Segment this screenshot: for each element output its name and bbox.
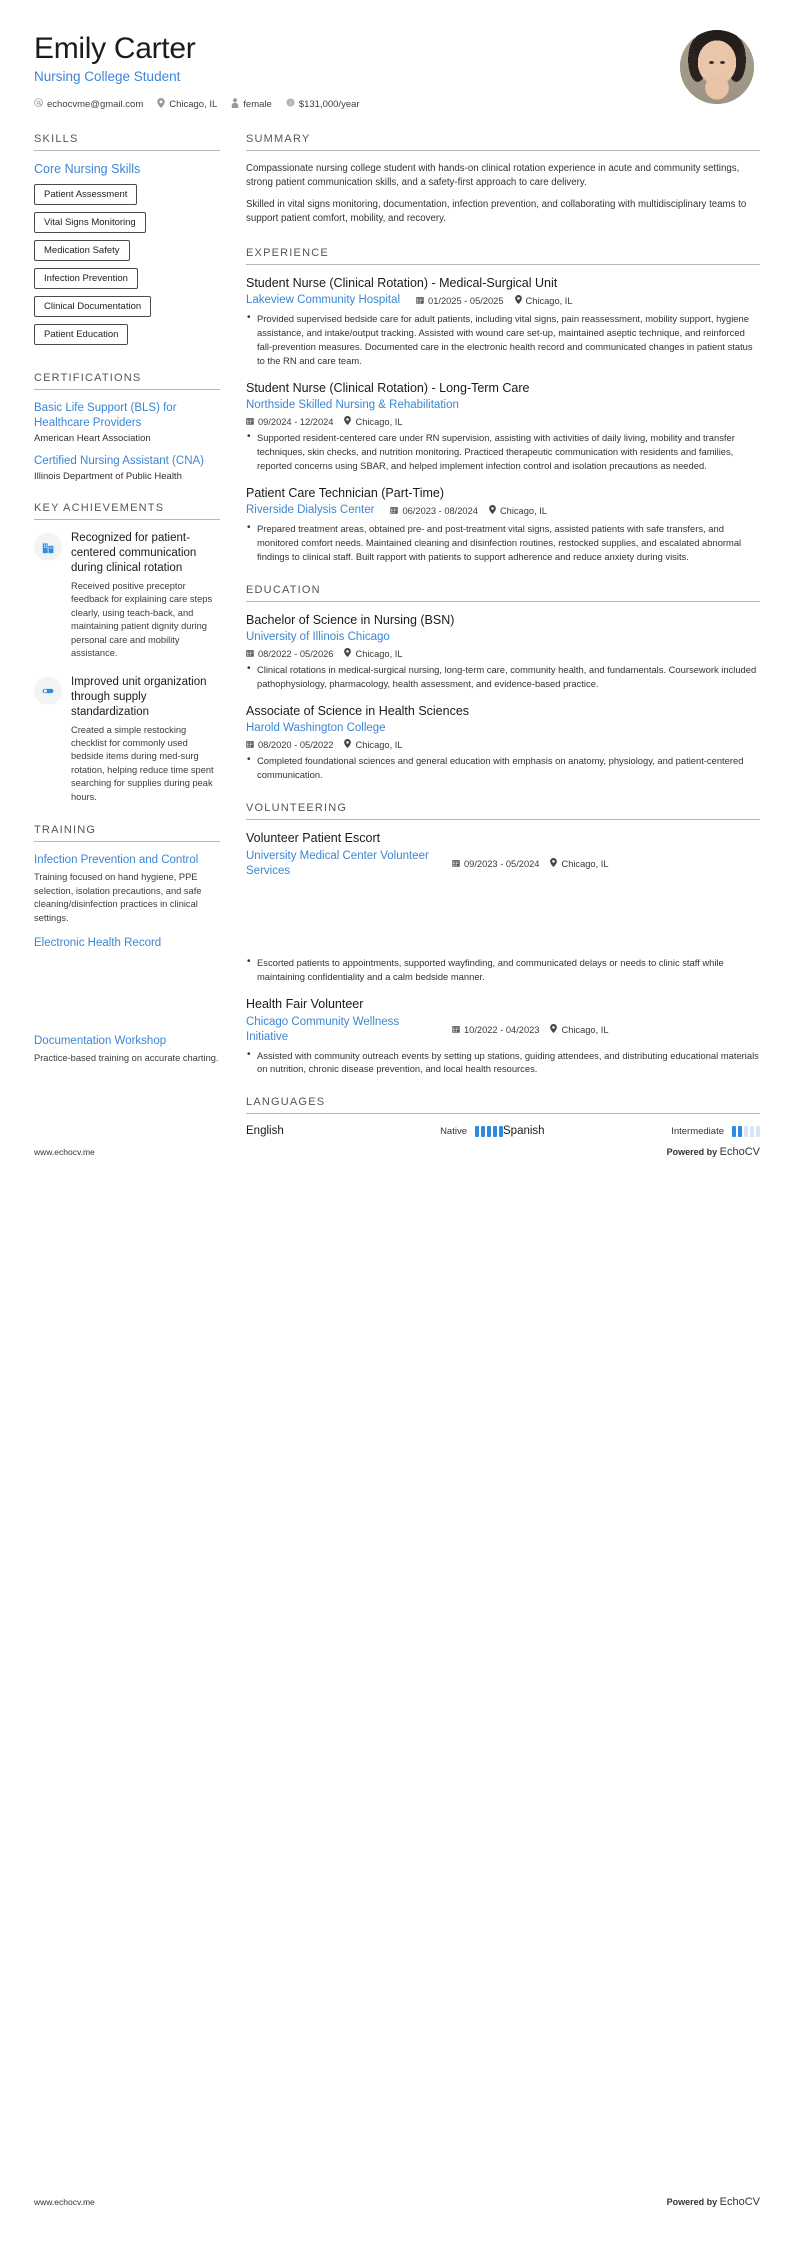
certification-issuer: American Heart Association	[34, 432, 151, 444]
rating-bar	[481, 1126, 485, 1137]
entry-meta	[246, 849, 760, 879]
list-item	[34, 454, 220, 482]
contact-gender-text: female	[243, 98, 272, 110]
email-icon	[34, 98, 43, 110]
entry-meta-pair	[452, 858, 609, 869]
entry-organization[interactable]: Riverside Dialysis Center	[246, 504, 375, 517]
entry-dates	[246, 417, 333, 427]
language-rating-bars	[732, 1126, 760, 1137]
entry-dates-text: 09/2024 - 12/2024	[258, 416, 334, 427]
experience-entry	[246, 486, 760, 564]
section-summary	[246, 133, 760, 227]
entry-meta-pair	[246, 648, 760, 659]
contact-gender	[231, 98, 272, 111]
rating-bar	[744, 1126, 748, 1137]
entry-location-text: Chicago, IL	[525, 295, 573, 306]
entry-location-text: Chicago, IL	[355, 648, 403, 659]
page-break-gap	[246, 882, 760, 954]
list-item	[34, 853, 220, 925]
entry-location	[344, 739, 402, 750]
job-title: Nursing College Student	[34, 68, 181, 84]
section-title-key-achievements: KEY ACHIEVEMENTS	[34, 502, 165, 515]
page-break-gap	[34, 962, 220, 1034]
entry-meta-pair	[452, 1024, 609, 1035]
page-footer	[34, 2196, 760, 2208]
avatar	[680, 30, 754, 104]
section-divider	[34, 389, 220, 390]
bullet-item: • Provided supervised bedside care for adult patients, including vital signs, pain reassessment, mobility support, hygiene assistance, and intake/output tracking. Assisted with wound care set-up, maintained aseptic technique, and reinforced fall-prevention measures. Documented care in the electronic health record and communicated changes in patient status to the RN and care team.	[246, 312, 760, 367]
language-level: Native	[440, 1125, 467, 1137]
entry-organization[interactable]: Northside Skilled Nursing & Rehabilitation	[246, 399, 459, 412]
entry-organization[interactable]: Chicago Community Wellness Initiative	[246, 1015, 400, 1043]
language-item	[503, 1125, 760, 1137]
entry-bullets	[246, 1049, 760, 1077]
entry-dates	[452, 1025, 539, 1035]
skill-chip: Medication Safety	[34, 240, 130, 261]
entry-location-text: Chicago, IL	[561, 858, 609, 869]
certification-name: Certified Nursing Assistant (CNA)	[34, 454, 204, 467]
calendar-icon	[246, 417, 254, 427]
page-title: Emily Carter	[34, 32, 196, 65]
entry-dates-text: 09/2023 - 05/2024	[464, 858, 540, 869]
achievement-body	[71, 675, 220, 805]
summary-paragraph: Skilled in vital signs monitoring, documentation, infection prevention, and collaborating with multidisciplinary teams to support patient comfort, mobility, and recovery.	[246, 198, 747, 225]
section-title-education: EDUCATION	[246, 583, 321, 596]
contact-location-text: Chicago, IL	[169, 98, 218, 110]
entry-location	[344, 416, 402, 427]
bullet-item: • Clinical rotations in medical-surgical nursing, long-term care, community health, and fundamentals. Coursework included pathophysiology, pharmacology, health assessment, and evidence-based practice.	[246, 663, 760, 691]
education-entry	[246, 613, 760, 691]
summary-text	[246, 162, 760, 227]
svg-text:i: i	[289, 100, 291, 107]
entry-meta	[246, 1015, 760, 1045]
entry-bullets	[246, 522, 760, 563]
entry-meta-pair	[246, 739, 760, 750]
resume-header	[0, 0, 794, 111]
entry-dates-text: 01/2025 - 05/2025	[428, 295, 504, 306]
contact-location	[157, 98, 217, 111]
calendar-icon	[246, 740, 254, 750]
section-title-experience: EXPERIENCE	[246, 246, 329, 259]
entry-dates-text: 08/2020 - 05/2022	[258, 739, 334, 750]
main-column	[246, 133, 760, 1158]
entry-dates-text: 10/2022 - 04/2023	[464, 1024, 540, 1035]
skill-chip: Vital Signs Monitoring	[34, 212, 146, 233]
entry-meta-pair	[416, 295, 573, 306]
entry-location-text: Chicago, IL	[355, 739, 403, 750]
entry-title: Student Nurse (Clinical Rotation) - Medical-Surgical Unit	[246, 275, 558, 290]
section-title-training: TRAINING	[34, 824, 97, 837]
contact-salary	[286, 98, 360, 110]
entry-organization[interactable]: University of Illinois Chicago	[246, 631, 390, 644]
training-name: Electronic Health Record	[34, 937, 162, 950]
rating-bar	[756, 1126, 760, 1137]
footer-brand-name: EchoCV	[719, 2196, 760, 2208]
entry-dates	[416, 296, 503, 306]
training-description: Training focused on hand hygiene, PPE selection, isolation precautions, and safe cleaning/disinfection practices in clinical settings.	[34, 872, 202, 923]
section-title-certifications: CERTIFICATIONS	[34, 371, 142, 384]
pill-capsule-icon	[34, 677, 62, 705]
entry-location-text: Chicago, IL	[499, 505, 547, 516]
location-pin-icon	[550, 1024, 557, 1035]
entry-dates	[246, 740, 333, 750]
person-icon	[231, 98, 239, 111]
entry-bullets	[246, 754, 760, 782]
avatar-face	[680, 30, 754, 104]
experience-entry	[246, 381, 760, 473]
sidebar-column	[34, 133, 220, 1086]
achievement-description: Created a simple restocking checklist for commonly used bedside items during med-surg rotation, helping reduce time spent searching for supplies during peak hours.	[71, 724, 214, 802]
entry-title: Student Nurse (Clinical Rotation) - Long-Term Care	[246, 380, 530, 395]
entry-location	[550, 858, 608, 869]
language-level: Intermediate	[671, 1125, 724, 1137]
bullet-item: • Assisted with community outreach events by setting up stations, guiding attendees, and distributing educational materials on nutrition, chronic disease prevention, and local health resources.	[246, 1049, 760, 1077]
entry-meta	[246, 630, 760, 659]
skill-chip: Patient Education	[34, 324, 128, 345]
section-divider	[246, 1113, 760, 1114]
entry-dates-text: 06/2023 - 08/2024	[402, 505, 478, 516]
section-title-languages: LANGUAGES	[246, 1096, 326, 1109]
entry-meta	[246, 503, 760, 518]
list-item	[34, 675, 220, 805]
calendar-icon	[452, 859, 460, 869]
section-title-skills: SKILLS	[34, 132, 79, 145]
entry-title: Associate of Science in Health Sciences	[246, 703, 470, 718]
bullet-item: • Supported resident-centered care under RN supervision, assisting with activities of daily living, mobility and transfer techniques, skin checks, and nutrition monitoring. Practiced therapeutic communication with residents and families, reported concerns using SBAR, and helped implement infection control and isolation precautions as needed.	[246, 431, 760, 472]
skill-chip-list	[34, 184, 220, 352]
entry-bullets	[246, 312, 760, 367]
entry-bullets	[246, 431, 760, 472]
training-name: Documentation Workshop	[34, 1035, 167, 1048]
rating-bar	[732, 1126, 736, 1137]
rating-bar	[493, 1126, 497, 1137]
entry-bullets	[246, 956, 760, 984]
entry-organization[interactable]: Harold Washington College	[246, 722, 386, 735]
contact-salary-text: $131,000/year	[298, 98, 360, 110]
calendar-icon	[390, 506, 398, 516]
section-divider	[34, 519, 220, 520]
calendar-icon	[452, 1025, 460, 1035]
entry-location-text: Chicago, IL	[355, 416, 403, 427]
summary-paragraph: Compassionate nursing college student with hands-on clinical rotation experience in acute and community settings, strong patient communication skills, and a safety-first approach to care delivery.	[246, 162, 740, 189]
page-footer	[34, 1146, 760, 1158]
entry-dates	[246, 649, 333, 659]
section-title-summary: SUMMARY	[246, 132, 311, 145]
certification-name: Basic Life Support (BLS) for Healthcare Providers	[34, 401, 177, 429]
entry-title: Bachelor of Science in Nursing (BSN)	[246, 612, 455, 627]
entry-location	[515, 295, 573, 306]
footer-powered-by	[667, 2196, 760, 2208]
rating-bar	[738, 1126, 742, 1137]
entry-location	[344, 648, 402, 659]
entry-location-text: Chicago, IL	[561, 1024, 609, 1035]
entry-location	[489, 505, 547, 516]
section-divider	[246, 150, 760, 151]
language-item	[246, 1125, 503, 1137]
entry-organization[interactable]: University Medical Center Volunteer Services	[246, 849, 429, 877]
footer-powered-prefix: Powered by	[666, 1147, 720, 1157]
contact-email-text: echocvme@gmail.com	[47, 98, 144, 110]
volunteering-entry	[246, 831, 760, 984]
location-pin-icon	[344, 648, 351, 659]
entry-title: Volunteer Patient Escort	[246, 830, 381, 845]
section-title-volunteering: VOLUNTEERING	[246, 801, 348, 814]
calendar-icon	[246, 649, 254, 659]
location-pin-icon	[515, 295, 522, 306]
section-volunteering	[246, 802, 760, 1076]
footer-site-url[interactable]: www.echocv.me	[34, 2197, 95, 2207]
section-experience	[246, 247, 760, 564]
hospital-building-icon	[34, 533, 62, 561]
contact-row	[34, 98, 360, 111]
header-identity	[34, 28, 360, 111]
money-icon	[286, 98, 295, 110]
bullet-item: • Completed foundational sciences and general education with emphasis on anatomy, physiology, and patient-centered communication.	[246, 754, 760, 782]
language-name: Spanish	[503, 1125, 545, 1138]
location-pin-icon	[550, 858, 557, 869]
language-name: English	[246, 1125, 284, 1138]
section-divider	[246, 601, 760, 602]
section-key-achievements	[34, 502, 220, 804]
location-pin-icon	[489, 505, 496, 516]
language-rating-bars	[475, 1126, 503, 1137]
entry-meta	[246, 293, 760, 308]
section-divider	[34, 841, 220, 842]
section-divider	[246, 819, 760, 820]
entry-title: Patient Care Technician (Part-Time)	[246, 485, 444, 500]
entry-meta	[246, 721, 760, 750]
resume-body	[0, 111, 794, 1158]
list-item	[34, 401, 220, 444]
training-description: Practice-based training on accurate charting.	[34, 1053, 219, 1064]
footer-site-url[interactable]: www.echocv.me	[34, 1147, 95, 1157]
entry-title: Health Fair Volunteer	[246, 997, 364, 1012]
section-skills	[34, 133, 220, 352]
section-divider	[246, 264, 760, 265]
volunteering-entry	[246, 997, 760, 1076]
location-pin-icon	[157, 98, 165, 111]
achievement-title: Recognized for patient-centered communication during clinical rotation	[71, 532, 197, 574]
section-education	[246, 584, 760, 782]
entry-dates-text: 08/2022 - 05/2026	[258, 648, 334, 659]
certification-issuer: Illinois Department of Public Health	[34, 471, 182, 483]
entry-meta-pair	[390, 505, 547, 516]
bullet-item: • Prepared treatment areas, obtained pre- and post-treatment vital signs, assisted patients with safe transfers, and monitored comfort needs. Maintained cleaning and disinfection routines, restocked supplies, and escalated abnormal findings to clinical staff. Built rapport with patients to support adherence and reduce anxiety during visits.	[246, 522, 760, 563]
education-entry	[246, 704, 760, 782]
achievement-title: Improved unit organization through supply standardization	[71, 675, 207, 718]
achievement-body	[71, 531, 220, 661]
list-item	[34, 1034, 220, 1065]
skill-chip: Clinical Documentation	[34, 296, 151, 317]
rating-bar	[750, 1126, 754, 1137]
rating-bar	[487, 1126, 491, 1137]
section-certifications	[34, 372, 220, 483]
entry-location	[550, 1024, 608, 1035]
skill-chip: Infection Prevention	[34, 268, 138, 289]
calendar-icon	[416, 296, 424, 306]
entry-meta	[246, 398, 760, 427]
rating-bar	[475, 1126, 479, 1137]
location-pin-icon	[344, 739, 351, 750]
location-pin-icon	[344, 416, 351, 427]
entry-dates	[390, 506, 477, 516]
section-languages	[246, 1096, 760, 1137]
language-row	[246, 1125, 760, 1137]
list-item	[34, 531, 220, 661]
bullet-item: • Escorted patients to appointments, supported wayfinding, and communicated delays or needs to clinic staff while maintaining confidentiality and a calm bedside manner.	[246, 956, 760, 984]
avatar-eye-left	[709, 61, 714, 64]
section-divider	[34, 150, 220, 151]
skill-group-name: Core Nursing Skills	[34, 161, 141, 176]
entry-organization[interactable]: Lakeview Community Hospital	[246, 294, 401, 307]
contact-email[interactable]	[34, 98, 143, 110]
footer-powered-prefix: Powered by	[666, 2197, 720, 2207]
footer-powered-by	[667, 1146, 760, 1158]
footer-brand-name: EchoCV	[719, 1146, 760, 1158]
entry-meta-pair	[246, 416, 760, 427]
achievement-description: Received positive preceptor feedback for explaining care steps clearly, using teach-back, and maintaining patient dignity during personal care and mobility assistance.	[71, 580, 213, 659]
training-name: Infection Prevention and Control	[34, 854, 199, 867]
experience-entry	[246, 276, 760, 368]
section-training	[34, 824, 220, 1065]
skill-chip: Patient Assessment	[34, 184, 137, 205]
entry-bullets	[246, 663, 760, 691]
list-item	[34, 936, 220, 951]
entry-dates	[452, 859, 539, 869]
